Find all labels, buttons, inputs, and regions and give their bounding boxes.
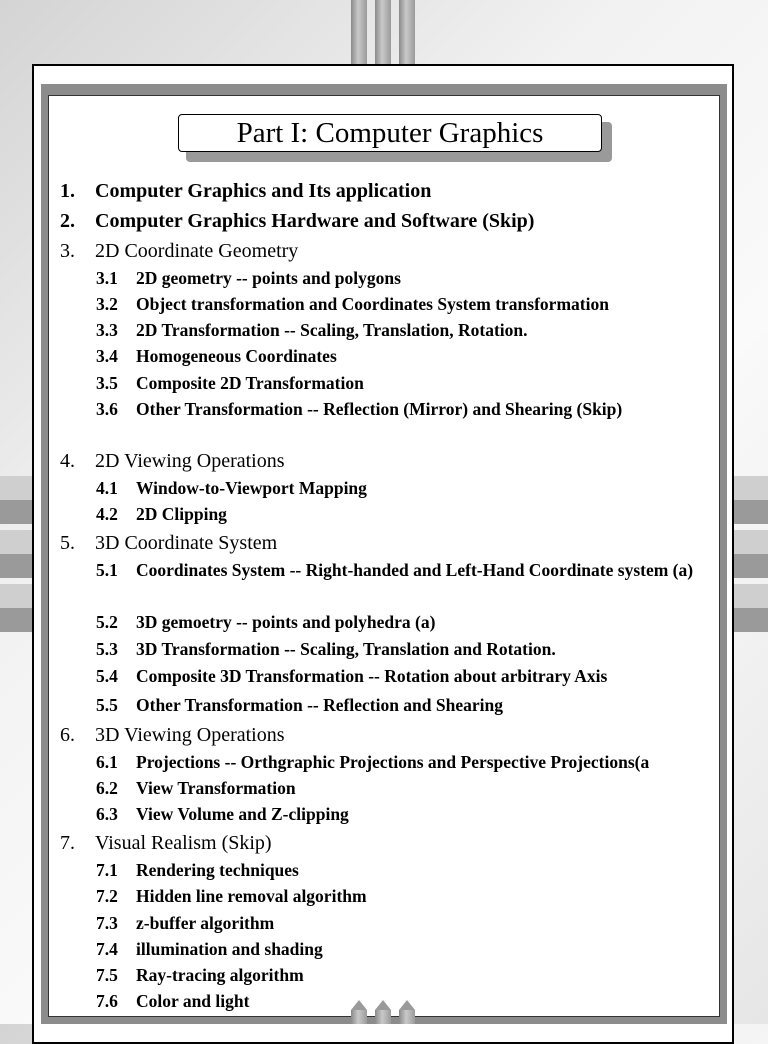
section-number: 2. [60,210,75,232]
subsection-title: Homogeneous Coordinates [136,346,337,366]
subsection-title: 3D Transformation -- Scaling, Translation and Rotation. [136,639,556,659]
section-title: 2D Viewing Operations [95,450,285,472]
subsection-item [96,663,722,689]
section-number: 7. [60,832,75,854]
subsection-title: View Transformation [136,778,296,798]
subsection-number: 3.2 [96,294,118,314]
page-title: Part I: Computer Graphics [178,114,602,152]
subsection-item [96,936,722,962]
subsection-number: 6.3 [96,804,118,824]
section-number: 6. [60,724,75,746]
subsection-item [96,317,722,343]
subsection-item [96,396,722,422]
subsection-title: Other Transformation -- Reflection (Mirror) and Shearing (Skip) [136,399,623,419]
subsection-title: Color and light [136,991,250,1011]
subsection-item [96,636,722,662]
section-heading [60,178,431,204]
subsection-item [96,857,722,883]
subsection-item [96,775,722,801]
subsection-number: 5.2 [96,612,118,632]
subsection-number: 5.4 [96,666,118,686]
subsection-item [96,265,722,291]
section-heading [60,238,298,264]
subsection-number: 5.5 [96,695,118,715]
subsection-title: Rendering techniques [136,860,299,880]
subsection-number: 7.4 [96,939,118,959]
subsection-item [96,749,722,775]
subsection-title: Other Transformation -- Reflection and Shearing [136,695,503,715]
subsection-title: Object transformation and Coordinates System transformation [136,294,609,314]
subsection-item [96,988,722,1014]
subsection-item [96,883,722,909]
section-title: Computer Graphics Hardware and Software (Skip) [95,210,535,232]
subsection-number: 4.2 [96,504,118,524]
section-title: 3D Viewing Operations [95,724,285,746]
section-heading [60,830,272,856]
subsection-number: 7.2 [96,886,118,906]
subsection-item [96,801,722,827]
subsection-title: View Volume and Z-clipping [136,804,349,824]
subsection-item [96,501,722,527]
subsection-item [96,557,722,583]
subsection-title: Ray-tracing algorithm [136,965,304,985]
subsection-number: 5.1 [96,560,118,580]
course-outline [60,176,722,1018]
subsection-title: Composite 3D Transformation -- Rotation about arbitrary Axis [136,666,608,686]
section-number: 5. [60,532,75,554]
subsection-number: 7.1 [96,860,118,880]
section-heading [60,208,534,234]
section-heading [60,448,285,474]
subsection-item [96,291,722,317]
subsection-item [96,910,722,936]
subsection-title: Composite 2D Transformation [136,373,364,393]
subsection-number: 3.3 [96,320,118,340]
section-number: 3. [60,240,75,262]
subsection-number: 3.4 [96,346,118,366]
subsection-number: 7.5 [96,965,118,985]
section-title: Visual Realism (Skip) [95,832,272,854]
subsection-number: 3.1 [96,268,118,288]
subsection-title: Hidden line removal algorithm [136,886,367,906]
subsection-item [96,370,722,396]
subsection-item [96,692,722,718]
section-number: 4. [60,450,75,472]
subsection-title: Coordinates System -- Right-handed and Left-Hand Coordinate system (a) [136,560,694,580]
section-title: Computer Graphics and Its application [95,180,432,202]
section-heading [60,530,277,556]
subsection-number: 3.5 [96,373,118,393]
section-title: 3D Coordinate System [95,532,278,554]
section-number: 1. [60,180,75,202]
subsection-title: z-buffer algorithm [136,913,275,933]
subsection-item [96,609,722,635]
subsection-title: 3D gemoetry -- points and polyhedra (a) [136,612,436,632]
subsection-number: 5.3 [96,639,118,659]
subsection-item [96,962,722,988]
subsection-title: 2D Transformation -- Scaling, Translation, Rotation. [136,320,528,340]
subsection-item [96,475,722,501]
section-heading [60,722,285,748]
subsection-title: 2D Clipping [136,504,227,524]
subsection-number: 7.6 [96,991,118,1011]
subsection-title: Window-to-Viewport Mapping [136,478,367,498]
subsection-number: 6.2 [96,778,118,798]
section-title: 2D Coordinate Geometry [95,240,299,262]
subsection-number: 4.1 [96,478,118,498]
subsection-number: 6.1 [96,752,118,772]
subsection-number: 7.3 [96,913,118,933]
subsection-title: Projections -- Orthgraphic Projections and Perspective Projections(a [136,752,650,772]
subsection-title: illumination and shading [136,939,323,959]
subsection-item [96,343,722,369]
subsection-number: 3.6 [96,399,118,419]
subsection-title: 2D geometry -- points and polygons [136,268,401,288]
